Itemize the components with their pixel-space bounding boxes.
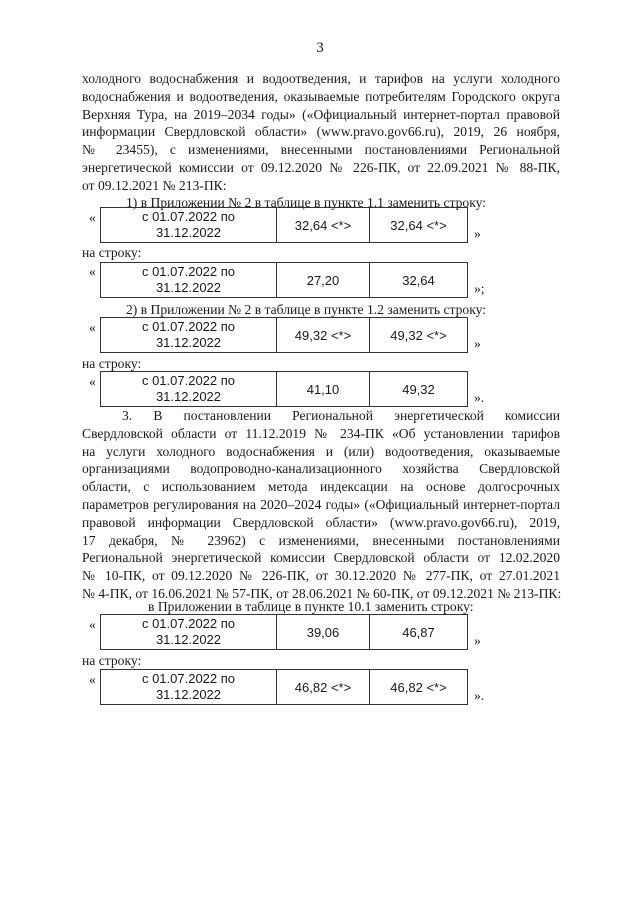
rate-table-6 — [100, 669, 468, 705]
value-cell: 39,06 — [277, 615, 370, 650]
text-line: водоснабжения и водоотведения, оказываемые потребителям Городского округа — [82, 88, 560, 104]
quote-open: « — [89, 672, 96, 687]
value-cell: 32,64 <*> — [277, 208, 370, 243]
text-line: на услуги холодного водоснабжения и (или) водоотведения, оказываемые — [82, 443, 560, 459]
quote-close: ». — [474, 688, 485, 703]
text-line: Региональной энергетической комиссии Свердловской области от 12.02.2020 — [82, 550, 560, 566]
table-row — [101, 263, 468, 298]
text-line: от 09.12.2021 № 213-ПК: — [82, 177, 227, 193]
text-line: правовой информации Свердловской области» (www.pravo.gov66.ru), 2019, — [82, 514, 560, 530]
item-3-heading: в Приложении в таблице в пункте 10.1 заменить строку: — [148, 599, 474, 614]
quote-close: » — [474, 633, 481, 648]
quote-close: »; — [474, 281, 485, 296]
na-stroku-label: на строку: — [82, 245, 142, 260]
na-stroku-label: на строку: — [82, 653, 142, 668]
value-cell: 32,64 — [370, 263, 468, 298]
value-cell: 46,87 — [370, 615, 468, 650]
value-cell: 27,20 — [277, 263, 370, 298]
table-row — [101, 208, 468, 243]
text-line: Верхняя Тура, на 2019–2034 годы» («Официальный интернет-портал правовой — [82, 106, 560, 122]
text-line: организациями водопроводно-канализационного хозяйства Свердловской — [82, 461, 560, 477]
value-cell: 32,64 <*> — [370, 208, 468, 243]
text-line: области, с использованием метода индексации на основе долгосрочных — [82, 479, 560, 495]
quote-open: « — [89, 374, 96, 389]
text-line: энергетической комиссии от 09.12.2020 № 226-ПК, от 22.09.2021 № 88-ПК, — [82, 159, 560, 175]
period-cell: с 01.07.2022 по 31.12.2022 — [101, 670, 277, 705]
text-line: № 23455), с изменениями, внесенными постановлениями Региональной — [82, 142, 560, 158]
text-line: параметров регулирования на 2020–2024 годы» («Официальный интернет-портал — [82, 496, 560, 512]
text-line: 17 декабря, № 23962) с изменениями, внесенными постановлениями — [82, 532, 560, 548]
text-line: 3. В постановлении Региональной энергетической комиссии — [122, 408, 560, 423]
page-number: 3 — [316, 40, 324, 56]
value-cell: 46,82 <*> — [370, 670, 468, 705]
value-cell: 49,32 — [370, 372, 468, 407]
quote-close: » — [474, 336, 481, 351]
period-cell: с 01.07.2022 по 31.12.2022 — [101, 263, 277, 298]
quote-open: « — [89, 617, 96, 632]
text-line: информации Свердловской области» (www.pravo.gov66.ru), 2019, 26 ноября, — [82, 124, 560, 140]
item-2-heading: 2) в Приложении № 2 в таблице в пункте 1.2 заменить строку: — [126, 302, 487, 317]
period-cell: с 01.07.2022 по 31.12.2022 — [101, 208, 277, 243]
quote-open: « — [89, 320, 96, 335]
period-cell: с 01.07.2022 по 31.12.2022 — [101, 615, 277, 650]
value-cell: 49,32 <*> — [370, 318, 468, 353]
quote-close: ». — [474, 390, 485, 405]
table-row — [101, 318, 468, 353]
table-row — [101, 670, 468, 705]
text-line: холодного водоснабжения и водоотведения, и тарифов на услуги холодного — [82, 71, 560, 86]
text-line: № 4-ПК, от 16.06.2021 № 57-ПК, от 28.06.2021 № 60-ПК, от 09.12.2021 № 213-ПК: — [82, 585, 562, 601]
text-line: Свердловской области от 11.12.2019 № 234-ПК «Об установлении тарифов — [82, 425, 560, 441]
item-1-heading: 1) в Приложении № 2 в таблице в пункте 1.1 заменить строку: — [126, 195, 487, 210]
rate-table-2 — [100, 262, 468, 298]
rate-table-4 — [100, 371, 468, 407]
table-row — [101, 615, 468, 650]
quote-close: » — [474, 226, 481, 241]
rate-table-3 — [100, 317, 468, 353]
quote-open: « — [89, 264, 96, 279]
table-row — [101, 372, 468, 407]
paragraph-section-3 — [82, 407, 560, 603]
value-cell: 41,10 — [277, 372, 370, 407]
period-cell: с 01.07.2022 по 31.12.2022 — [101, 318, 277, 353]
period-cell: с 01.07.2022 по 31.12.2022 — [101, 372, 277, 407]
na-stroku-label: на строку: — [82, 356, 142, 371]
value-cell: 49,32 <*> — [277, 318, 370, 353]
paragraph-intro — [82, 70, 560, 195]
rate-table-5 — [100, 614, 468, 650]
text-line: № 10-ПК, от 09.12.2020 № 226-ПК, от 30.12.2020 № 277-ПК, от 27.01.2021 — [82, 568, 560, 584]
rate-table-1 — [100, 207, 468, 243]
quote-open: « — [89, 210, 96, 225]
value-cell: 46,82 <*> — [277, 670, 370, 705]
